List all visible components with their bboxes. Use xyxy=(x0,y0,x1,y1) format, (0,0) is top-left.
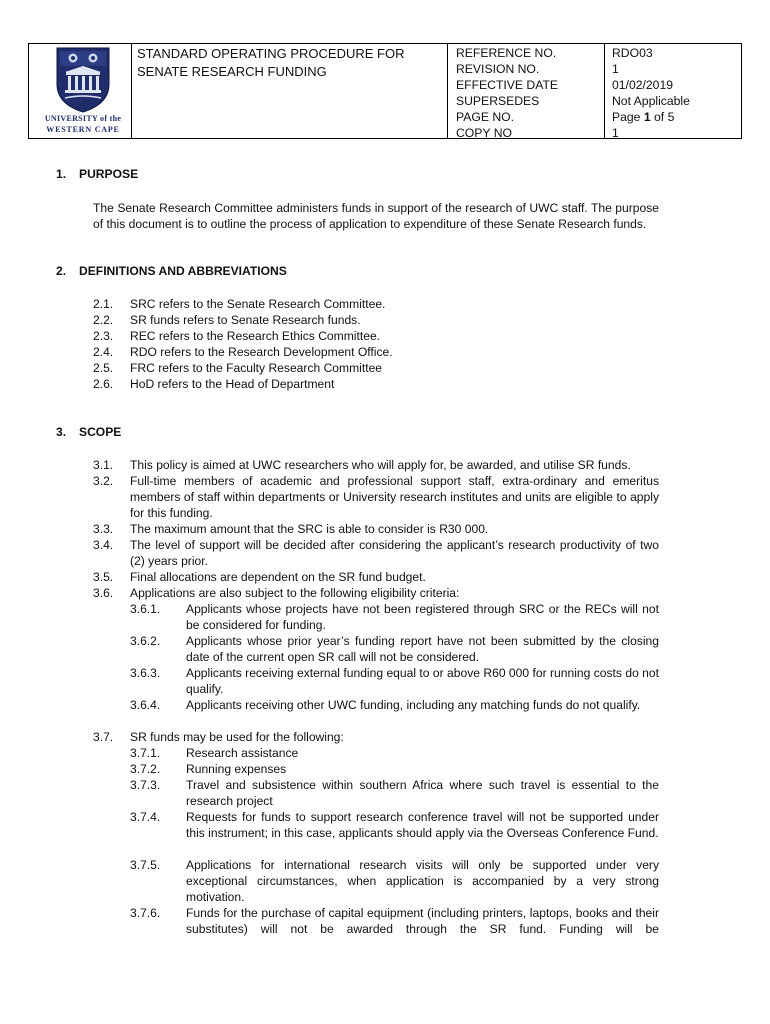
item-text: Funds for the purchase of capital equipment (including printers, laptops, books and their substitutes) will not be awarded through the SR fund. Funding will be xyxy=(186,906,659,936)
item-text: SR funds may be used for the following: xyxy=(130,730,344,744)
section-1-heading xyxy=(56,167,138,181)
title-line2: SENATE RESEARCH FUNDING xyxy=(137,64,327,79)
item-text: FRC refers to the Faculty Research Committee xyxy=(130,361,383,375)
item-number: 3.4. xyxy=(93,538,114,552)
section-title: DEFINITIONS AND ABBREVIATIONS xyxy=(79,264,287,278)
meta-value-page xyxy=(612,109,740,125)
list-item xyxy=(93,360,673,376)
scope-subitem xyxy=(130,697,659,713)
item-number: 2.2. xyxy=(93,313,114,327)
section-number: 1. xyxy=(56,167,67,181)
list-item xyxy=(93,344,673,360)
page-current: 1 xyxy=(643,110,651,124)
meta-label: PAGE NO. xyxy=(456,110,515,124)
meta-label: EFFECTIVE DATE xyxy=(456,78,559,92)
item-text: SRC refers to the Senate Research Committee. xyxy=(130,297,386,311)
item-text: SR funds refers to Senate Research funds. xyxy=(130,313,361,327)
item-text: Applicants receiving external funding equal to or above R60 000 for running costs do not qualify. xyxy=(186,666,659,696)
list-item xyxy=(93,328,673,344)
section-number: 2. xyxy=(56,264,67,278)
item-number: 3.6.2. xyxy=(130,634,161,648)
list-item xyxy=(93,376,673,392)
section-number: 3. xyxy=(56,425,67,439)
item-text: Applications for international research visits will only be supported under very exceptional circumstances, when application is accompanied by a very strong motivation. xyxy=(186,858,659,904)
scope-subitem xyxy=(130,761,659,777)
section-2-heading xyxy=(56,264,287,278)
scope-item xyxy=(93,569,659,585)
section-title: PURPOSE xyxy=(79,167,139,181)
item-number: 2.3. xyxy=(93,329,114,343)
item-text: Applicants whose prior year’s funding report have not been submitted by the closing date of the current open SR call will not be considered. xyxy=(186,634,659,664)
scope-subitem xyxy=(130,601,659,633)
item-number: 3.6. xyxy=(93,586,114,600)
meta-value-revision: 1 xyxy=(612,62,619,76)
logo-text-line2: WESTERN CAPE xyxy=(46,125,120,134)
item-number: 3.6.3. xyxy=(130,666,161,680)
scope-item xyxy=(93,729,659,745)
scope-subitem xyxy=(130,777,659,809)
scope-subitem xyxy=(130,809,659,841)
item-number: 2.6. xyxy=(93,377,114,391)
item-number: 3.3. xyxy=(93,522,114,536)
item-text: Applicants receiving other UWC funding, including any matching funds do not qualify. xyxy=(186,698,641,712)
item-number: 3.1. xyxy=(93,458,114,472)
page-suffix: of 5 xyxy=(650,110,675,124)
meta-value-supersedes: Not Applicable xyxy=(612,94,690,108)
item-number: 3.7.3. xyxy=(130,778,161,792)
item-text: Requests for funds to support research conference travel will not be supported under this instrument; in this case, applicants should apply via the Overseas Conference Fund. xyxy=(186,810,659,840)
item-number: 3.2. xyxy=(93,474,114,488)
meta-values xyxy=(612,45,740,141)
scope-item xyxy=(93,521,659,537)
item-number: 3.7.5. xyxy=(130,858,161,872)
item-text: Travel and subsistence within southern Africa where such travel is essential to the research project xyxy=(186,778,659,808)
item-text: Applicants whose projects have not been registered through SRC or the RECs will not be considered for funding. xyxy=(186,602,659,632)
item-text: REC refers to the Research Ethics Committee. xyxy=(130,329,381,343)
scope-subitem xyxy=(130,857,659,905)
item-text: RDO refers to the Research Development Office. xyxy=(130,345,393,359)
scope-item xyxy=(93,537,659,569)
item-text: Final allocations are dependent on the SR fund budget. xyxy=(130,570,426,584)
crest-icon xyxy=(38,46,128,114)
item-number: 2.4. xyxy=(93,345,114,359)
item-text: Applications are also subject to the following eligibility criteria: xyxy=(130,586,460,600)
list-item xyxy=(93,296,673,312)
item-number: 2.5. xyxy=(93,361,114,375)
section-3-heading xyxy=(56,425,121,439)
item-text: Research assistance xyxy=(186,746,299,760)
item-text: Full-time members of academic and professional support staff, extra-ordinary and emeritus members of staff within departments or University research institutes and units are eligible to apply for this funding. xyxy=(130,474,659,520)
item-number: 3.6.4. xyxy=(130,698,161,712)
purpose-paragraph: The Senate Research Committee administers funds in support of the research of UWC staff. The purpose of this document is to outline the process of application to expenditure of these Senate Research funds. xyxy=(93,201,659,231)
item-text: The maximum amount that the SRC is able to consider is R30 000. xyxy=(130,522,489,536)
title-line1: STANDARD OPERATING PROCEDURE FOR xyxy=(137,46,405,61)
definitions-list xyxy=(93,296,673,392)
scope-subitem xyxy=(130,633,659,665)
page-prefix: Page xyxy=(612,110,644,124)
meta-value-reference: RDO03 xyxy=(612,46,653,60)
item-text: Running expenses xyxy=(186,762,287,776)
meta-labels xyxy=(456,45,601,141)
item-text: The level of support will be decided after considering the applicant’s research productivity of two (2) years prior. xyxy=(130,538,659,568)
section-title: SCOPE xyxy=(79,425,122,439)
item-number: 3.5. xyxy=(93,570,114,584)
item-text: This policy is aimed at UWC researchers who will apply for, be awarded, and utilise SR funds. xyxy=(130,458,631,472)
logo-text-line1: UNIVERSITY of the xyxy=(44,114,122,123)
item-text: HoD refers to the Head of Department xyxy=(130,377,335,391)
document-title xyxy=(137,45,442,81)
meta-value-copy: 1 xyxy=(612,126,619,140)
university-logo xyxy=(38,46,128,136)
list-item xyxy=(93,312,673,328)
meta-label: REFERENCE NO. xyxy=(456,46,557,60)
scope-item xyxy=(93,473,659,521)
scope-item xyxy=(93,457,659,473)
item-number: 3.7.6. xyxy=(130,906,161,920)
meta-label: SUPERSEDES xyxy=(456,94,540,108)
item-number: 3.7.1. xyxy=(130,746,161,760)
scope-subitem xyxy=(130,905,659,937)
scope-subitem xyxy=(130,745,659,761)
meta-value-effective-date: 01/02/2019 xyxy=(612,78,673,92)
item-number: 2.1. xyxy=(93,297,114,311)
item-number: 3.6.1. xyxy=(130,602,161,616)
scope-subitem xyxy=(130,665,659,697)
scope-item xyxy=(93,585,659,601)
item-number: 3.7. xyxy=(93,730,114,744)
item-number: 3.7.2. xyxy=(130,762,161,776)
meta-label: COPY NO xyxy=(456,126,512,140)
meta-label: REVISION NO. xyxy=(456,62,540,76)
item-number: 3.7.4. xyxy=(130,810,161,824)
